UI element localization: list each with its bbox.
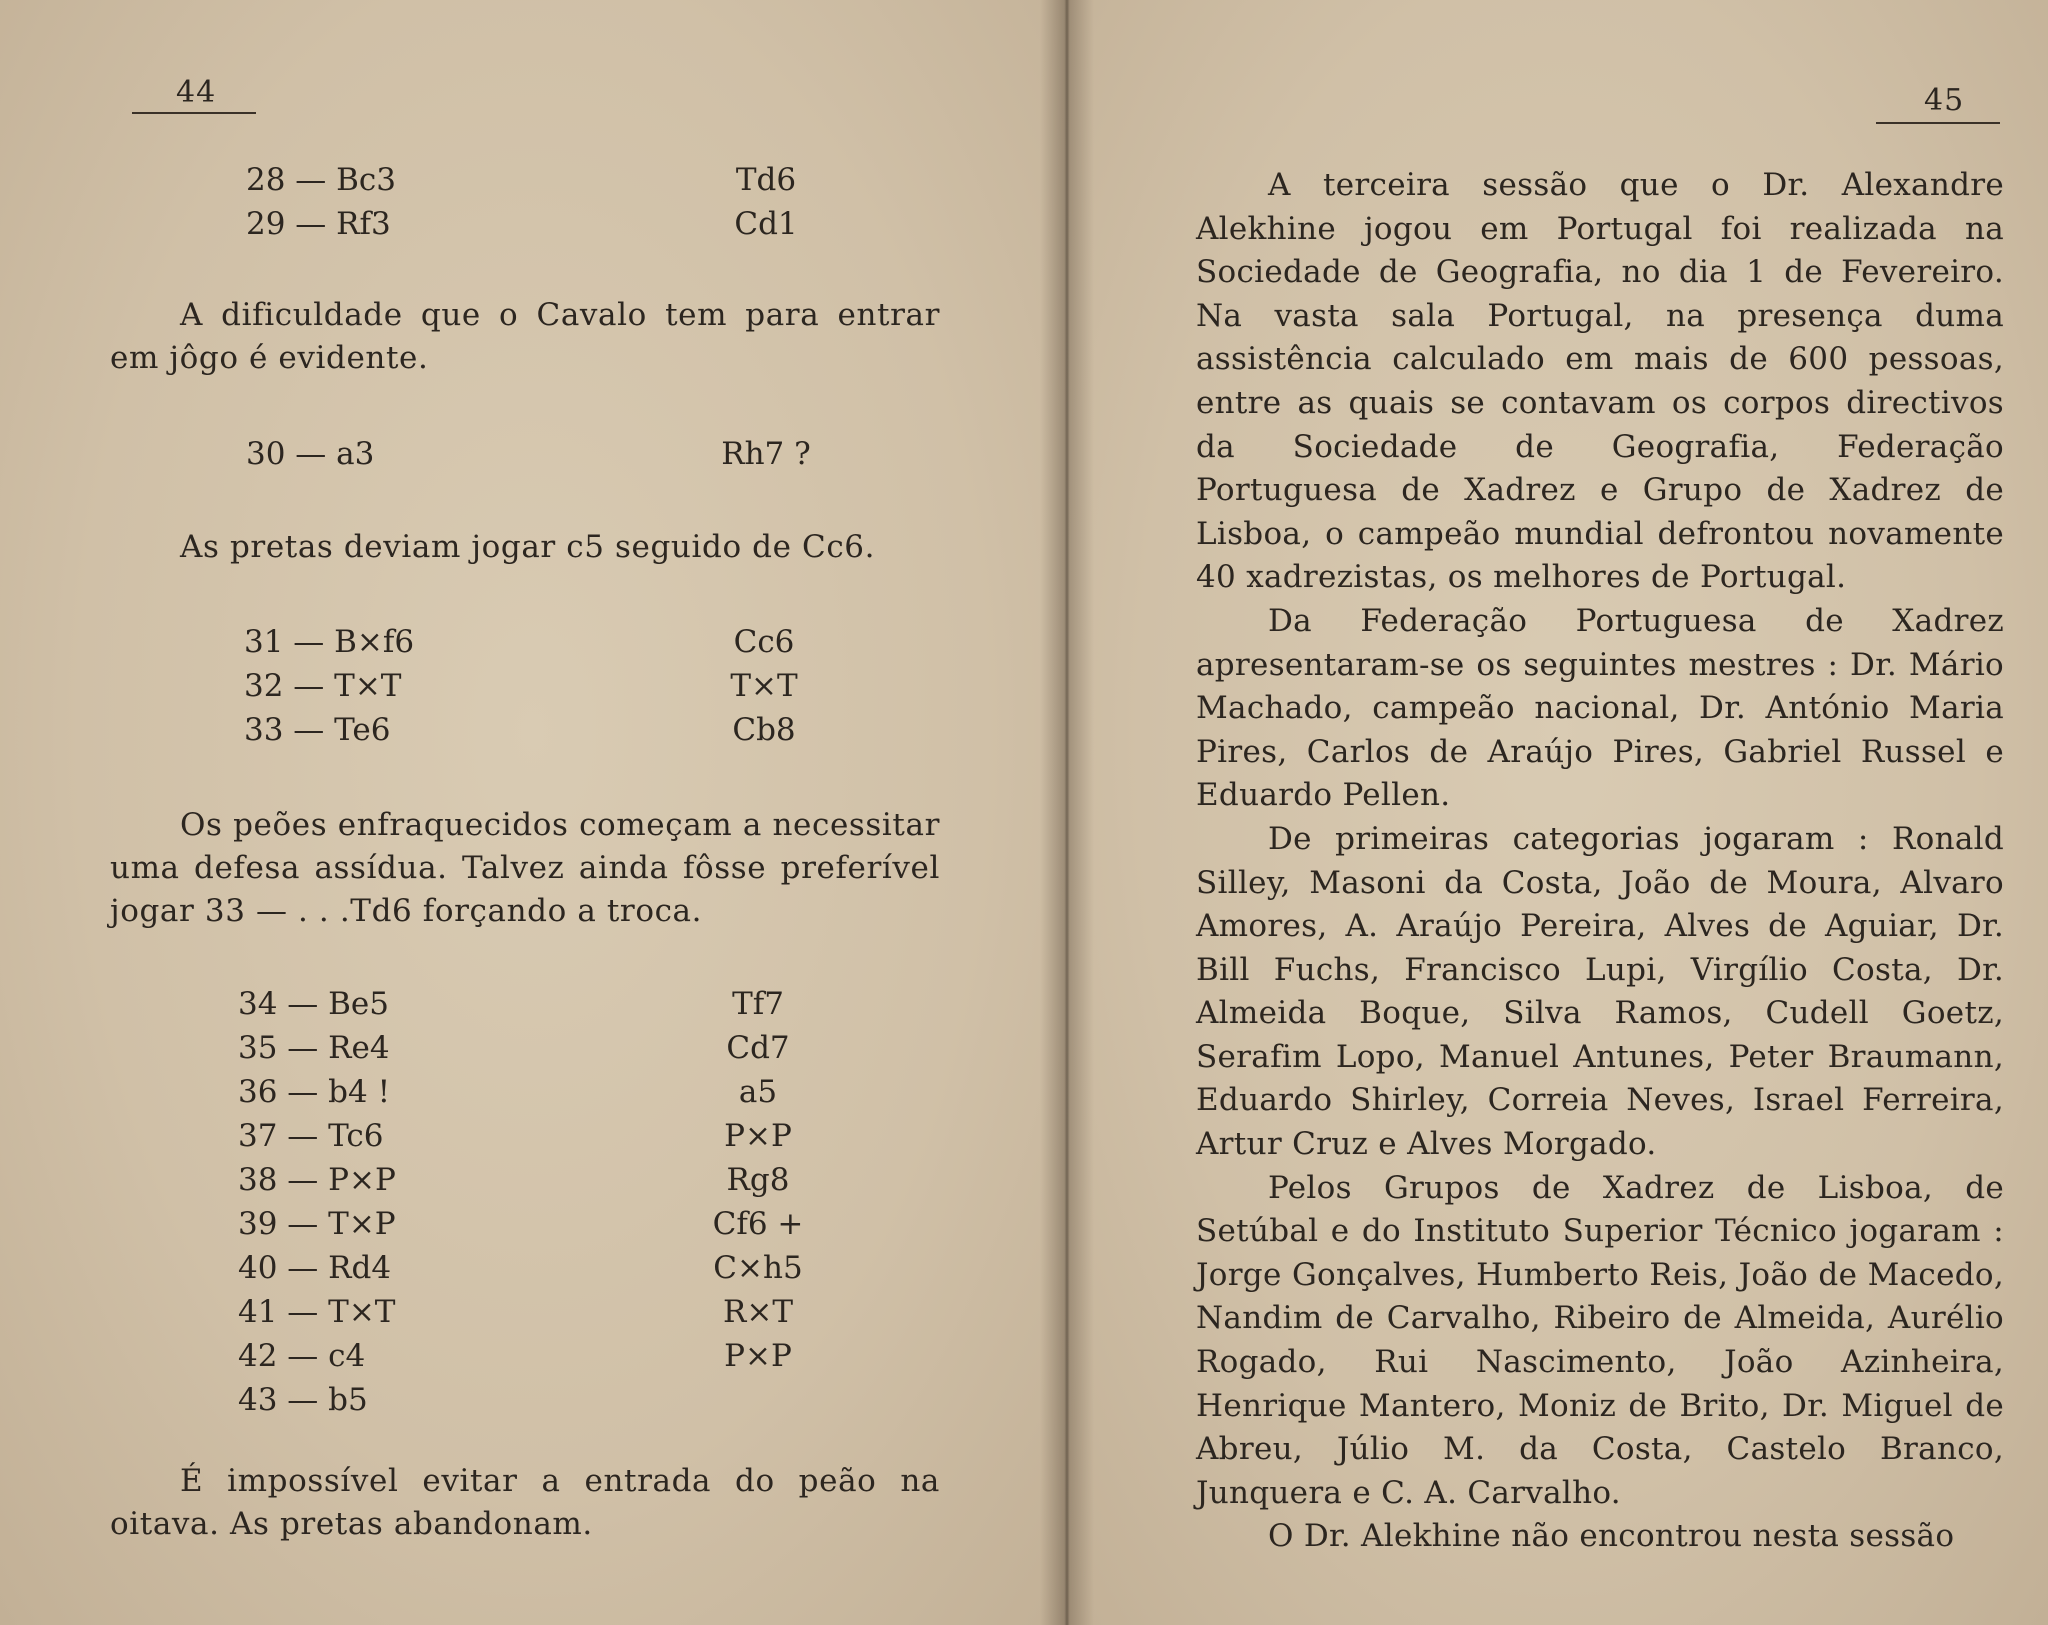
annotation-3: Os peões enfraquecidos começam a necessitar uma defesa assídua. Talvez ainda fôsse preferível jogar 33 — . . .Td6 forçando a troca. — [110, 807, 940, 929]
white-move: 30 — a3 — [246, 436, 375, 472]
black-move: P×P — [724, 1118, 792, 1154]
white-move: 31 — B×f6 — [244, 624, 415, 660]
black-move: Cc6 — [733, 624, 795, 660]
white-move: 35 — Re4 — [238, 1030, 390, 1066]
black-move: a5 — [738, 1074, 778, 1110]
right-page-body — [1196, 164, 2004, 1559]
book-gutter — [1040, 0, 1094, 1625]
paragraph: De primeiras categorias jogaram : Ronald Silley, Masoni da Costa, João de Moura, Alvaro Amores, A. Araújo Pereira, Alves de Aguiar, Dr. Bill Fuchs, Francisco Lupi, Virgílio Costa, Dr. Almeida Boque, Silva Ramos, Cudell Goetz, Serafim Lopo, Manuel Antunes, Peter Braumann, Eduardo Shirley, Correia Neves, Israel Ferreira, Artur Cruz e Alves Morgado. — [1196, 820, 2004, 1163]
black-move: C×h5 — [713, 1250, 803, 1286]
black-move: Cb8 — [732, 712, 796, 748]
white-move: 39 — T×P — [238, 1206, 396, 1242]
paragraph: Pelos Grupos de Xadrez de Lisboa, de Setúbal e do Instituto Superior Técnico jogaram : Jorge Gonçalves, Humberto Reis, João de Macedo, Nandim de Carvalho, Ribeiro de Almeida, Aurélio Rogado, Rui Nascimento, João Azinheira, Henrique Mantero, Moniz de Brito, Dr. Miguel de Abreu, Júlio M. da Costa, Castelo Branco, Junquera e C. A. Carvalho. — [1196, 1169, 2004, 1511]
black-move: Cd1 — [734, 206, 798, 242]
left-page-number: 44 — [176, 75, 217, 110]
right-page-number: 45 — [1924, 83, 1965, 118]
white-move: 28 — Bc3 — [246, 162, 397, 198]
black-move: P×P — [724, 1338, 792, 1374]
white-move: 29 — Rf3 — [246, 206, 391, 242]
black-move: Rh7 ? — [721, 436, 811, 472]
left-page-rule — [132, 112, 256, 114]
white-move: 38 — P×P — [238, 1162, 396, 1198]
white-move: 33 — Te6 — [244, 712, 391, 748]
white-move: 42 — c4 — [238, 1338, 366, 1374]
paragraph: A terceira sessão que o Dr. Alexandre Alekhine jogou em Portugal foi realizada na Sociedade de Geografia, no dia 1 de Fevereiro. Na vasta sala Portugal, na presença duma assistência calculado em mais de 600 pessoas, entre as quais se contavam os corpos directivos da Sociedade de Geografia, Federação Portuguesa de Xadrez e Grupo de Xadrez de Lisboa, o campeão mundial defrontou novamente 40 xadrezistas, os melhores de Portugal. — [1196, 167, 2004, 596]
white-move: 36 — b4 ! — [238, 1074, 391, 1110]
white-move: 34 — Be5 — [238, 986, 390, 1022]
annotation-4: É impossível evitar a entrada do peão na oitava. As pretas abandonam. — [110, 1463, 940, 1542]
black-move: R×T — [723, 1294, 793, 1330]
white-move: 37 — Tc6 — [238, 1118, 384, 1154]
black-move: Td6 — [735, 162, 797, 198]
paragraph: O Dr. Alekhine não encontrou nesta sessão — [1268, 1518, 1955, 1555]
black-move: Tf7 — [732, 986, 784, 1022]
black-move: T×T — [730, 668, 798, 704]
black-move: Rg8 — [726, 1162, 790, 1198]
annotation-1: A dificuldade que o Cavalo tem para entrar em jôgo é evidente. — [110, 297, 940, 376]
right-page-rule — [1876, 122, 2000, 124]
white-move: 40 — Rd4 — [238, 1250, 392, 1286]
white-move: 43 — b5 — [238, 1382, 368, 1418]
black-move: Cf6 + — [712, 1206, 804, 1242]
annotation-2: As pretas deviam jogar c5 seguido de Cc6. — [180, 529, 876, 565]
white-move: 41 — T×T — [238, 1294, 396, 1330]
white-move: 32 — T×T — [244, 668, 402, 704]
black-move: Cd7 — [726, 1030, 790, 1066]
paragraph: Da Federação Portuguesa de Xadrez apresentaram-se os seguintes mestres : Dr. Mário Machado, campeão nacional, Dr. António Maria Pires, Carlos de Araújo Pires, Gabriel Russel e Eduardo Pellen. — [1196, 602, 2004, 814]
